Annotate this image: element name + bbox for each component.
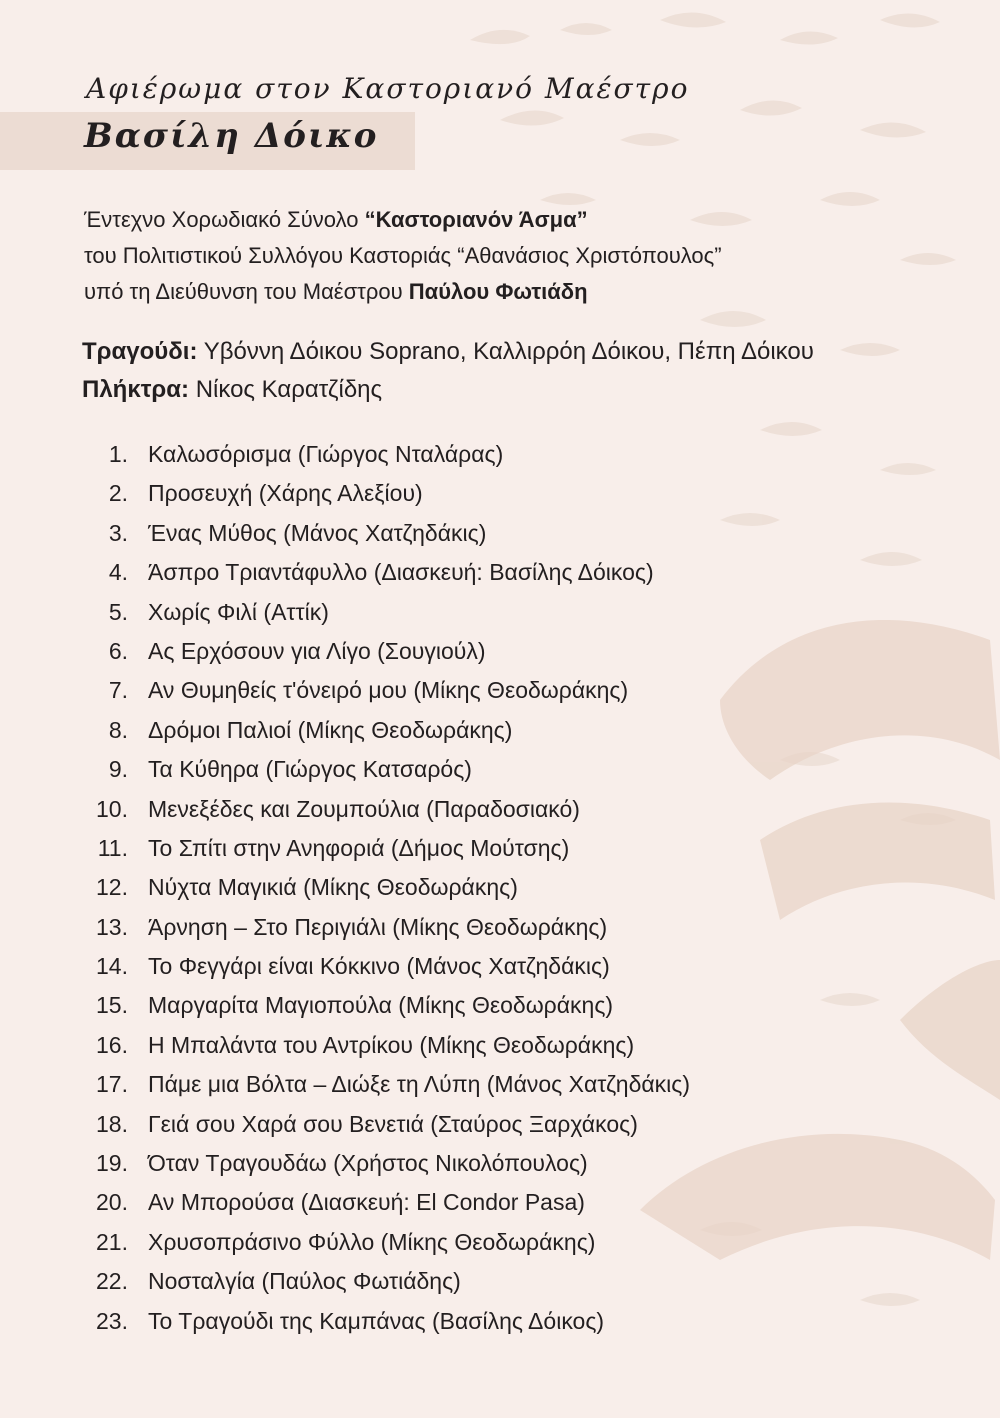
track-number: 17.: [96, 1071, 128, 1098]
track-title: Το Σπίτι στην Ανηφοριά (Δήμος Μούτσης): [148, 834, 570, 861]
track-title: Άρνηση – Στο Περιγιάλι (Μίκης Θεοδωράκης): [148, 913, 608, 940]
track-item: [82, 1229, 802, 1268]
keys-credit: [82, 371, 814, 409]
vocals-label: Τραγούδι:: [82, 338, 198, 365]
track-item: [82, 953, 802, 992]
track-number: 20.: [96, 1189, 128, 1216]
track-title: Άσπρο Τριαντάφυλλο (Διασκευή: Βασίλης Δόικος): [148, 559, 654, 586]
track-item: [82, 796, 802, 835]
track-list: [82, 441, 802, 1347]
track-number: 6.: [108, 637, 128, 664]
track-number: 2.: [108, 480, 128, 507]
society-line: του Πολιτιστικού Συλλόγου Καστοριάς “Αθανάσιος Χριστόπουλος”: [84, 243, 722, 268]
track-item: [82, 1268, 802, 1307]
track-number: 7.: [108, 677, 128, 704]
ensemble-name: “Καστοριανόν Άσμα”: [364, 207, 588, 232]
track-title: Μενεξέδες και Ζουμπούλια (Παραδοσιακό): [148, 795, 580, 822]
track-item: [82, 520, 802, 559]
keys-value: Νίκος Καρατζίδης: [189, 376, 383, 403]
track-title: Όταν Τραγουδάω (Χρήστος Νικολόπουλος): [148, 1150, 588, 1177]
track-title: Ένας Μύθος (Μάνος Χατζηδάκις): [148, 519, 487, 546]
track-item: [82, 1189, 802, 1228]
track-item: [82, 992, 802, 1031]
track-number: 16.: [96, 1031, 128, 1058]
track-item: [82, 480, 802, 519]
vocals-credit: [82, 333, 814, 371]
track-item: [82, 1071, 802, 1110]
track-title: Μαργαρίτα Μαγιοπούλα (Μίκης Θεοδωράκης): [148, 992, 614, 1019]
track-title: Η Μπαλάντα του Αντρίκου (Μίκης Θεοδωράκης): [148, 1031, 635, 1058]
keys-label: Πλήκτρα:: [82, 376, 190, 403]
track-item: [82, 599, 802, 638]
track-title: Χρυσοπράσινο Φύλλο (Μίκης Θεοδωράκης): [148, 1228, 596, 1255]
vocals-value: Υβόννη Δόικου Soprano, Καλλιρρόη Δόικου, Πέπη Δόικου: [197, 338, 814, 365]
track-number: 8.: [108, 716, 128, 743]
track-title: Νύχτα Μαγικιά (Μίκης Θεοδωράκης): [148, 874, 518, 901]
track-title: Χωρίς Φιλί (Αττίκ): [148, 598, 329, 625]
conductor-prefix: υπό τη Διεύθυνση του Μαέστρου: [84, 279, 409, 304]
track-number: 23.: [96, 1307, 128, 1334]
honoree-name: Βασίλη Δόικο: [84, 116, 379, 156]
track-number: 9.: [108, 756, 128, 783]
track-title: Το Τραγούδι της Καμπάνας (Βασίλης Δόικος): [148, 1307, 605, 1334]
track-number: 22.: [96, 1268, 128, 1295]
track-number: 18.: [96, 1110, 128, 1137]
ensemble-intro: [84, 202, 722, 310]
track-title: Γειά σου Χαρά σου Βενετιά (Σταύρος Ξαρχάκος): [148, 1110, 638, 1137]
track-item: [82, 717, 802, 756]
track-item: [82, 914, 802, 953]
track-title: Αν Μπορούσα (Διασκευή: El Condor Pasa): [148, 1189, 585, 1216]
track-number: 4.: [108, 559, 128, 586]
performer-credits: [82, 333, 814, 409]
track-title: Το Φεγγάρι είναι Κόκκινο (Μάνος Χατζηδάκις): [148, 953, 610, 980]
track-title: Ας Ερχόσουν για Λίγο (Σουγιούλ): [148, 637, 486, 664]
track-item: [82, 1032, 802, 1071]
track-item: [82, 441, 802, 480]
track-number: 11.: [97, 834, 128, 861]
conductor-line: [84, 274, 722, 310]
track-item: [82, 756, 802, 795]
conductor-name: Παύλου Φωτιάδη: [408, 279, 588, 304]
track-title: Αν Θυμηθείς τ'όνειρό μου (Μίκης Θεοδωράκης): [148, 677, 629, 704]
ensemble-line: [84, 202, 722, 238]
track-title: Νοσταλγία (Παύλος Φωτιάδης): [148, 1268, 461, 1295]
track-number: 13.: [96, 913, 128, 940]
track-item: [82, 677, 802, 716]
track-number: 10.: [96, 795, 128, 822]
track-item: [82, 835, 802, 874]
dedication-title: Αφιέρωμα στον Καστοριανό Μαέστρο: [86, 72, 690, 105]
track-item: [82, 874, 802, 913]
track-item: [82, 1111, 802, 1150]
track-item: [82, 1308, 802, 1347]
track-item: [82, 559, 802, 598]
ensemble-prefix: Έντεχνο Χορωδιακό Σύνολο: [84, 207, 365, 232]
track-number: 5.: [108, 598, 128, 625]
track-title: Καλωσόρισμα (Γιώργος Νταλάρας): [148, 441, 504, 467]
track-title: Τα Κύθηρα (Γιώργος Κατσαρός): [148, 756, 472, 783]
track-number: 1.: [108, 441, 128, 467]
track-number: 19.: [96, 1150, 128, 1177]
track-title: Δρόμοι Παλιοί (Μίκης Θεοδωράκης): [148, 716, 513, 743]
track-number: 15.: [96, 992, 128, 1019]
track-title: Πάμε μια Βόλτα – Διώξε τη Λύπη (Μάνος Χατζηδάκις): [148, 1071, 691, 1098]
track-number: 3.: [108, 519, 128, 546]
track-item: [82, 638, 802, 677]
track-number: 21.: [96, 1228, 128, 1255]
track-title: Προσευχή (Χάρης Αλεξίου): [148, 480, 423, 507]
track-number: 12.: [96, 874, 128, 901]
track-item: [82, 1150, 802, 1189]
track-number: 14.: [96, 953, 128, 980]
